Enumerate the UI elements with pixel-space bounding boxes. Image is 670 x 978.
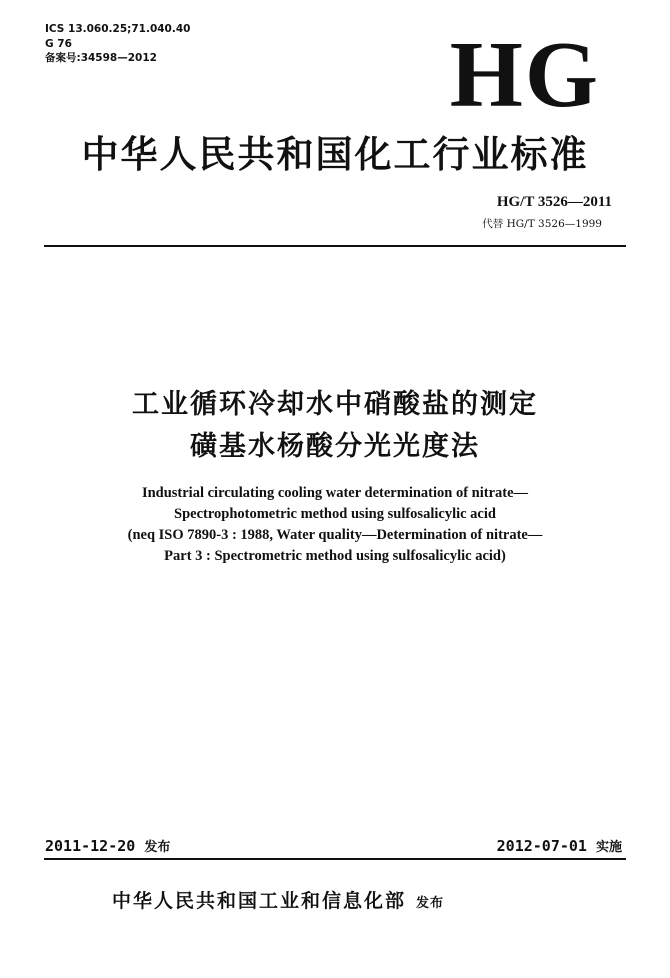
en-title-line2: Spectrophotometric method using sulfosalicylic acid bbox=[174, 506, 496, 522]
ics-code: ICS 13.060.25;71.040.40 bbox=[45, 23, 191, 35]
footer-divider bbox=[44, 858, 626, 860]
issue-label: 发布 bbox=[144, 840, 171, 855]
replaces-note: 代替 HG/T 3526—1999 bbox=[482, 218, 602, 230]
standard-title: 中华人民共和国化工行业标准 bbox=[81, 132, 589, 176]
en-title-line1: Industrial circulating cooling water determination of nitrate— bbox=[141, 485, 529, 501]
standard-code: HG/T 3526—2011 bbox=[496, 194, 612, 210]
en-title-line3: (neq ISO 7890-3 : 1988, Water quality—Determination of nitrate— bbox=[127, 527, 543, 543]
hg-logo: HG bbox=[449, 23, 600, 127]
classification-block bbox=[45, 22, 190, 66]
filing-number: 备案号:34598—2012 bbox=[45, 52, 157, 64]
implement-label: 实施 bbox=[595, 840, 622, 855]
cn-title-line2: 磺基水杨酸分光光度法 bbox=[190, 431, 480, 462]
implement-date-value: 2012-07-01 bbox=[496, 837, 587, 855]
cn-title-line1: 工业循环冷却水中硝酸盐的测定 bbox=[132, 389, 538, 420]
en-title bbox=[0, 483, 670, 567]
issuing-authority bbox=[112, 886, 444, 913]
issuer-action: 发布 bbox=[416, 896, 445, 911]
issue-date bbox=[45, 836, 170, 855]
en-title-line4: Part 3 : Spectrometric method using sulfosalicylic acid) bbox=[164, 548, 506, 564]
implement-date bbox=[497, 836, 622, 855]
issue-date-value: 2011-12-20 bbox=[45, 837, 136, 855]
ccs-code: G 76 bbox=[45, 37, 72, 50]
header-divider bbox=[44, 245, 626, 247]
issuer-name: 中华人民共和国工业和信息化部 bbox=[112, 890, 407, 912]
